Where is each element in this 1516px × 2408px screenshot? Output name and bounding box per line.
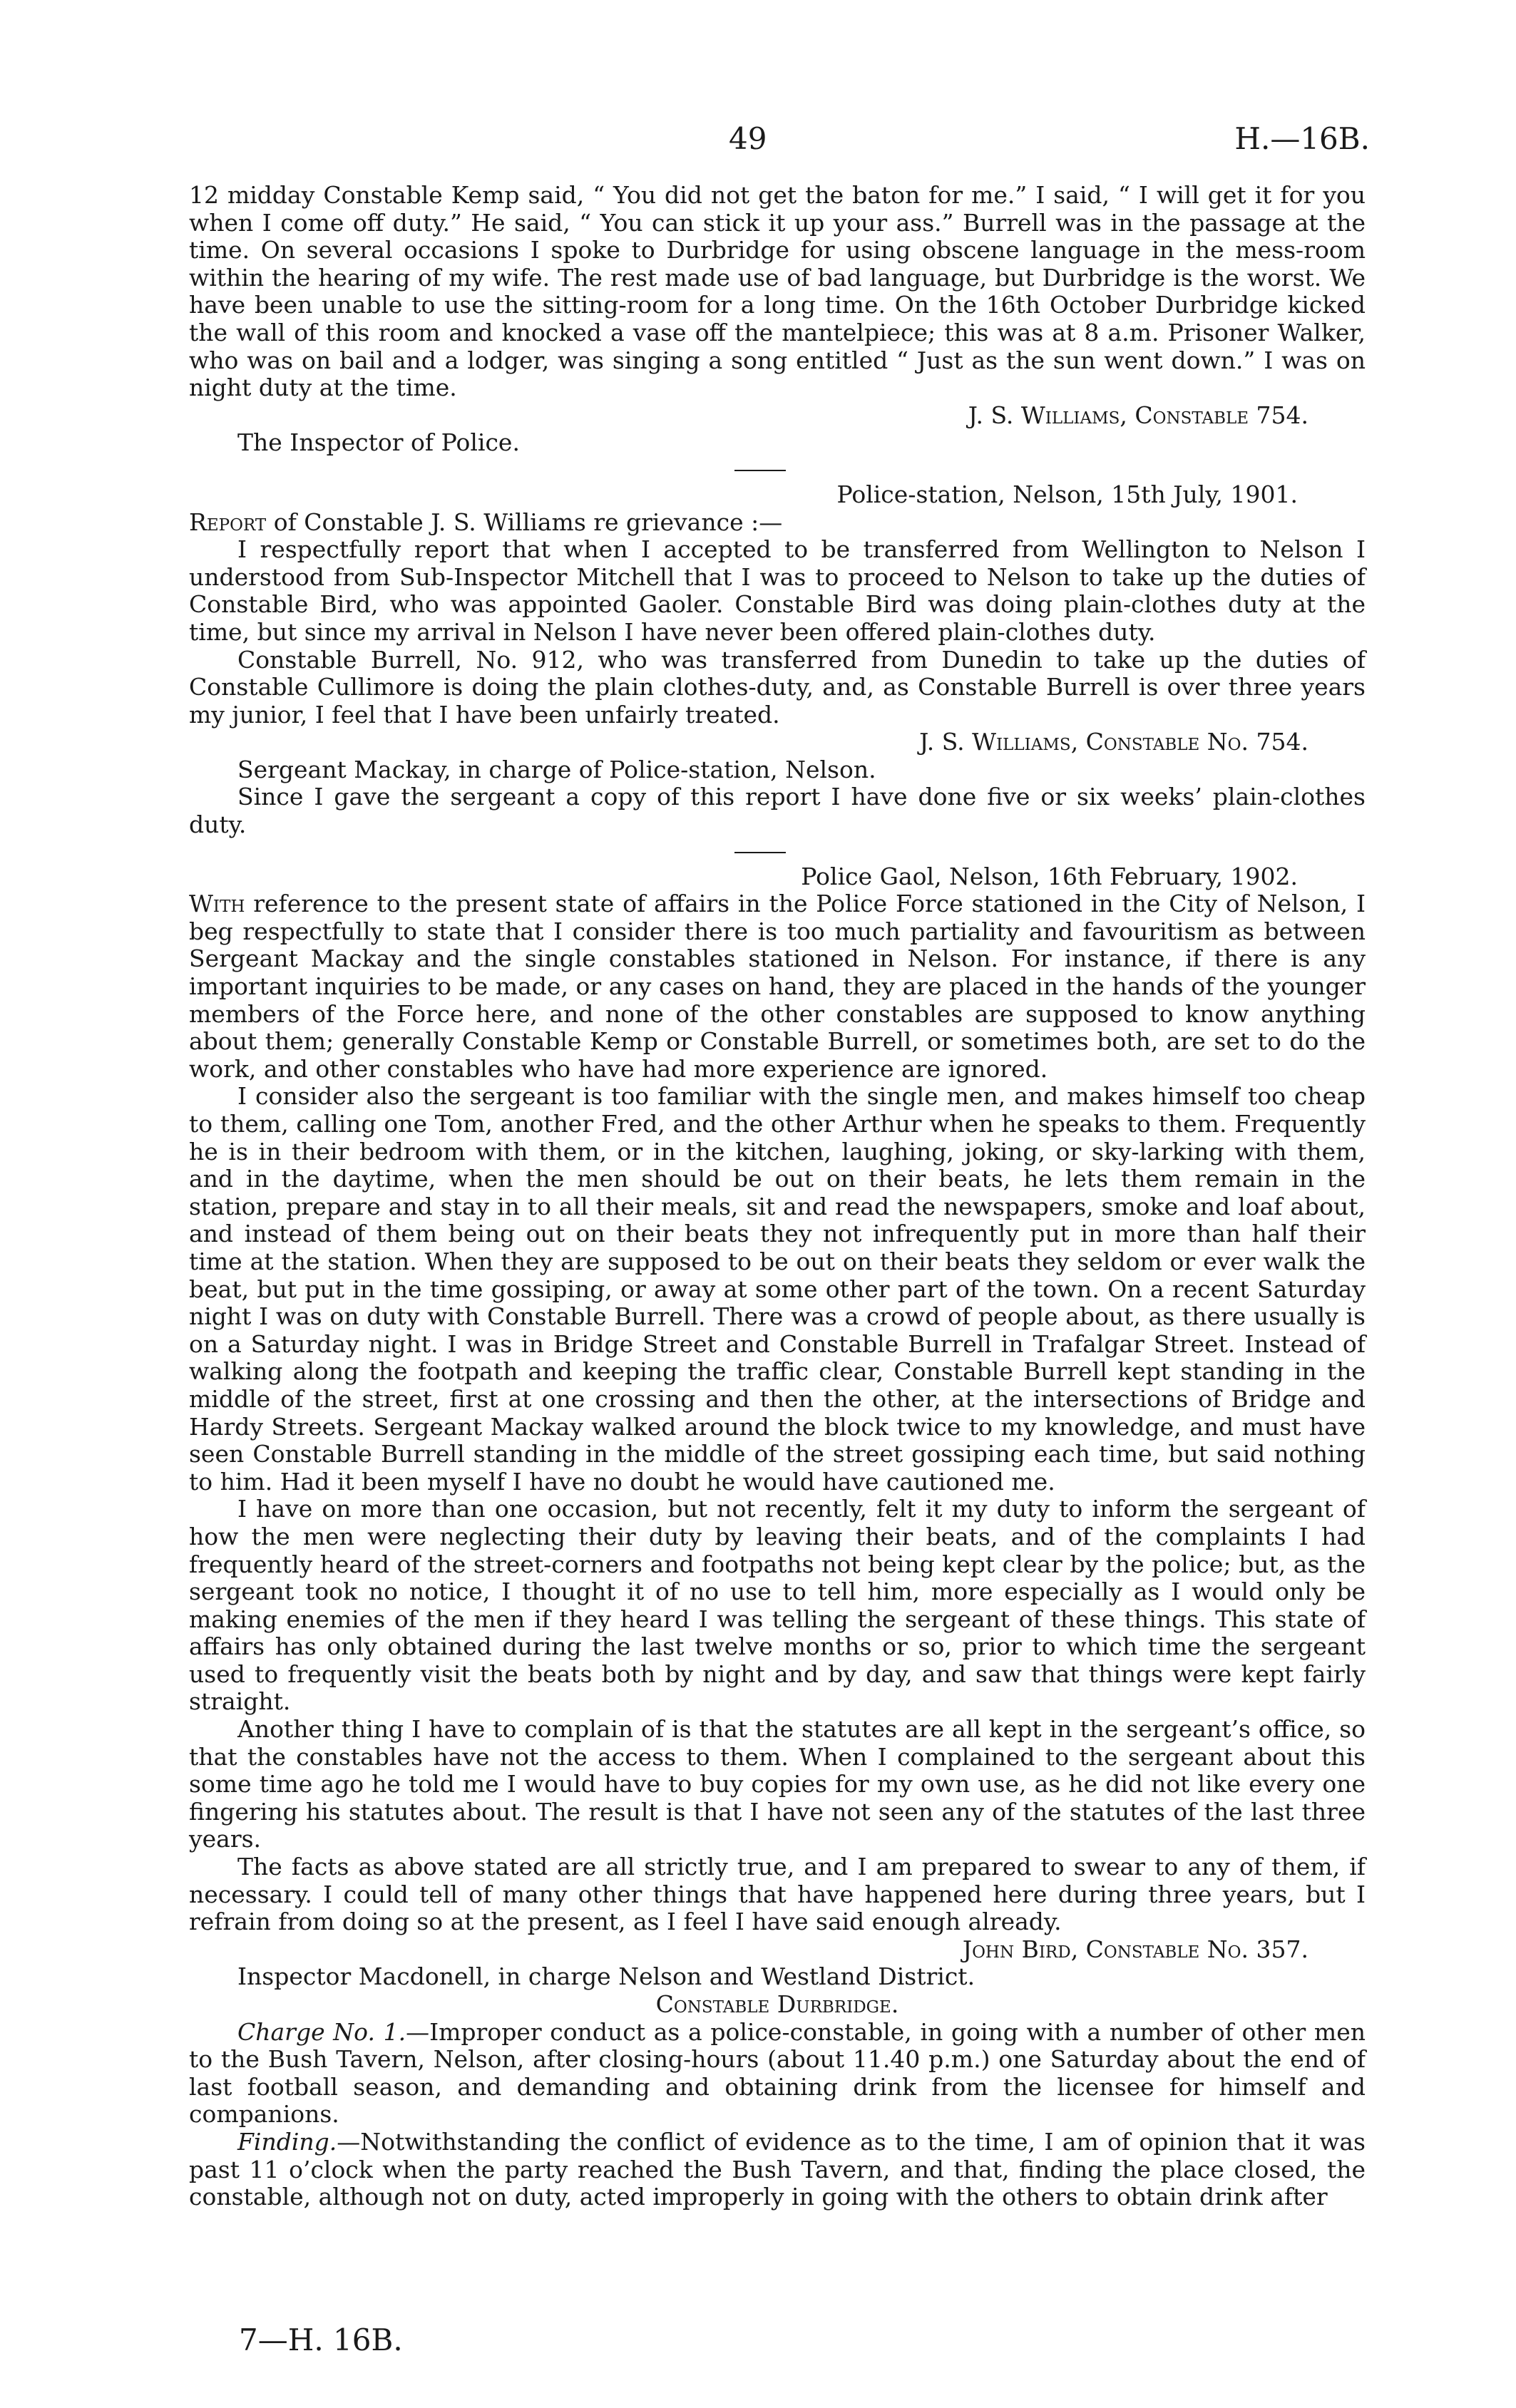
section-heading: Constable Durbridge. — [655, 1990, 899, 2018]
paragraph: Since I gave the sergeant a copy of this report I have done five or six weeks’ plain-clothes duty. — [189, 783, 1366, 839]
report-heading — [189, 509, 1366, 537]
page-header — [0, 121, 1516, 164]
charge-label: Charge No. 1. — [237, 2017, 406, 2046]
dateline: Police Gaol, Nelson, 16th February, 1902. — [801, 862, 1298, 890]
document-body — [189, 182, 1366, 2211]
report-lead: Report — [189, 508, 267, 536]
signature: J. S. Williams, Constable No. 754. — [919, 728, 1308, 756]
finding-label: Finding. — [237, 2127, 337, 2156]
paragraph: Constable Burrell, No. 912, who was transferred from Dunedin to take up the duties of Constable Cullimore is doing the plain clothes-duty, and, as Constable Burrell is over three years my junior, I feel that I have been unfairly treated. — [189, 645, 1366, 729]
paragraph-lead: With — [189, 890, 245, 918]
paragraph — [189, 890, 1366, 1083]
signature-mark: 7—H. 16B. — [239, 2322, 403, 2357]
addressee: Sergeant Mackay, in charge of Police-station, Nelson. — [237, 755, 876, 783]
paragraph: I have on more than one occasion, but not recently, felt it my duty to inform the sergeant of how the men were neglecting their duty by leaving their beats, and of the complaints I had frequently heard of the street-corners and footpaths not being kept clear by the police; but, as the sergeant took no notice, I thought it of no use to tell him, more especially as I would only be making enemies of the men if they heard I was telling the sergeant of these things. This state of affairs has only obtained during the last twelve months or so, prior to which time the sergeant used to frequently visit the beats both by night and by day, and saw that things were kept fairly straight. — [189, 1495, 1366, 1716]
addressee: The Inspector of Police. — [237, 428, 520, 457]
charge-text: —Improper conduct as a police-constable, in going with a number of other men to the Bush Tavern, Nelson, after closing-hours (about 11.40 p.m.) one Saturday about the end of last football season, and demanding and obtaining drink from the licensee for himself and companions. — [189, 2017, 1366, 2129]
finding-text: —Notwithstanding the conflict of evidence as to the time, I am of opinion that it was past 11 o’clock when the party reached the Bush Tavern, and that, finding the place closed, the constable, although not on duty, acted improperly in going with the others to obtain drink after — [189, 2127, 1366, 2211]
paragraph: Another thing I have to complain of is that the statutes are all kept in the sergeant’s office, so that the constables have not the access to them. When I complained to the sergeant about this some time ago he told me I would have to buy copies for my own use, as he did not like every one fingering his statutes about. The result is that I have not seen any of the statutes of the last three years. — [189, 1715, 1366, 1853]
paragraph: I respectfully report that when I accepted to be transferred from Wellington to Nelson I understood from Sub-Inspector Mitchell that I was to proceed to Nelson to take up the duties of Constable Bird, who was appointed Gaoler. Constable Bird was doing plain-clothes duty at the time, but since my arrival in Nelson I have never been offered plain-clothes duty. — [189, 535, 1366, 646]
paragraph: 12 midday Constable Kemp said, “ You did not get the baton for me.” I said, “ I will get it for you when I come off duty.” He said, “ You can stick it up your ass.” Burrell was in the passage at the time. On several occasions I spoke to Durbridge for using obscene language in the mess-room within the hearing of my wife. The rest made use of bad language, but Durbridge is the worst. We have been unable to use the sitting-room for a long time. On the 16th October Durbridge kicked the wall of this room and knocked a vase off the mantelpiece; this was at 8 a.m. Prisoner Walker, who was on bail and a lodger, was singing a song entitled “ Just as the sun went down.” I was on night duty at the time. — [189, 181, 1366, 402]
paragraph: I consider also the sergeant is too familiar with the single men, and makes himself too cheap to them, calling one Tom, another Fred, and the other Arthur when he speaks to them. Frequently he is in their bedroom with them, or in the kitchen, laughing, joking, or sky-larking with them, and in the daytime, when the men should be out on their beats, he lets them remain in the station, prepare and stay in to all their meals, sit and read the newspapers, smoke and loaf about, and instead of them being out on their beats they not infrequently put in more than half their time at the station. When they are supposed to be out on their beats they seldom or ever walk the beat, but put in the time gossiping, or away at some other part of the town. On a recent Saturday night I was on duty with Constable Burrell. There was a crowd of people about, as there usually is on a Saturday night. I was in Bridge Street and Constable Burrell in Trafalgar Street. Instead of walking along the footpath and keeping the traffic clear, Constable Burrell kept standing in the middle of the street, first at one crossing and then the other, at the intersections of Bridge and Hardy Streets. Sergeant Mackay walked around the block twice to my knowledge, and must have seen Constable Burrell standing in the middle of the street gossiping each time, but said nothing to him. Had it been myself I have no doubt he would have cautioned me. — [189, 1082, 1366, 1496]
section-divider — [734, 470, 786, 471]
dateline: Police-station, Nelson, 15th July, 1901. — [836, 480, 1298, 508]
charge-paragraph — [189, 2019, 1366, 2129]
paragraph-text: reference to the present state of affairs in the Police Force stationed in the City of Nelson, I beg respectfully to state that I consider there is too much partiality and favouritism as between Sergeant Mackay and the single constables stationed in Nelson. For instance, if there is any important inquiries to be made, or any cases on hand, they are placed in the hands of the younger members of the Force here, and none of the other constables are supposed to know anything about them; generally Constable Kemp or Constable Burrell, or sometimes both, are set to do the work, and other constables who have had more experience are ignored. — [189, 890, 1366, 1083]
page-number: 49 — [729, 121, 767, 156]
section-divider — [734, 852, 786, 853]
addressee: Inspector Macdonell, in charge Nelson and Westland District. — [237, 1962, 975, 1991]
paragraph: The facts as above stated are all strictly true, and I am prepared to swear to any of them, if necessary. I could tell of many other things that have happened here during three years, but I refrain from doing so at the present, as I feel I have said enough already. — [189, 1853, 1366, 1936]
signature: John Bird, Constable No. 357. — [962, 1935, 1308, 1963]
signature: J. S. Williams, Constable 754. — [968, 401, 1308, 429]
finding-paragraph — [189, 2129, 1366, 2211]
report-title: of Constable J. S. Williams re grievance :— — [266, 508, 783, 536]
document-reference: H.—16B. — [1234, 121, 1370, 156]
